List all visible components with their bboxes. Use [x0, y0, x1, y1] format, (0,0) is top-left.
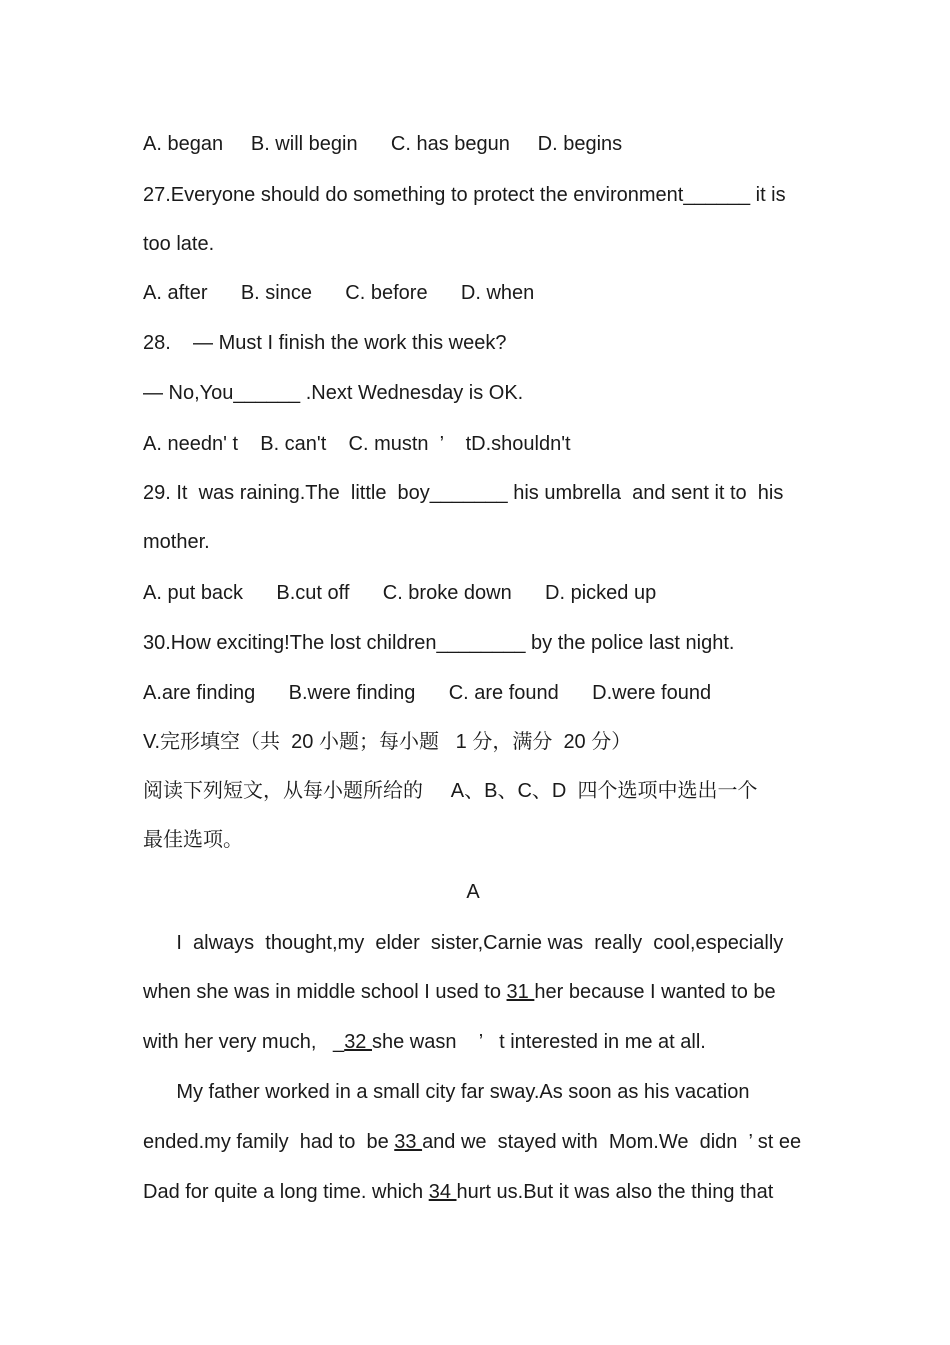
q27-question-line2: too late.	[143, 233, 215, 255]
q27-question-line1: 27.Everyone should do something to protect the environment______ it is	[143, 184, 786, 206]
passage-p2-line3	[143, 1180, 773, 1204]
passage-text: when she was in middle school I used to	[143, 981, 507, 1003]
q29-options: A. put back B.cut off C. broke down D. picked up	[143, 582, 657, 604]
section-heading: V.完形填空（共 20 小题；每小题 1 分，满分 20 分）	[143, 731, 632, 753]
blank-33: 33	[394, 1131, 423, 1153]
passage-text: and we stayed with Mom.We didn ’ st ee	[422, 1131, 802, 1153]
section-instruction-line2: 最佳选项。	[143, 829, 243, 851]
q26-options: A. began B. will begin C. has begun D. begins	[143, 133, 623, 155]
passage-text: Dad for quite a long time. which	[143, 1181, 429, 1203]
passage-p2-line2	[143, 1130, 801, 1154]
passage-text: with her very much, _	[143, 1031, 345, 1053]
passage-p2-line1: My father worked in a small city far sway.As soon as his vacation	[143, 1081, 750, 1103]
q28-options: A. needn' t B. can't C. mustn ’ tD.shouldn't	[143, 433, 571, 455]
section-instruction-line1: 阅读下列短文，从每小题所给的 A、B、C、D 四个选项中选出一个	[143, 780, 758, 802]
passage-p1-line1: I always thought,my elder sister,Carnie was really cool,especially	[143, 932, 784, 954]
q28-question: 28. — Must I finish the work this week?	[143, 332, 507, 354]
passage-text: her because I wanted to be	[534, 981, 776, 1003]
q30-question: 30.How exciting!The lost children________ by the police last night.	[143, 632, 735, 654]
passage-p1-line3	[143, 1030, 706, 1054]
q27-options: A. after B. since C. before D. when	[143, 282, 535, 304]
blank-34: 34	[428, 1181, 457, 1203]
q30-options: A.are finding B.were finding C. are found D.were found	[143, 682, 712, 704]
q29-question-line1: 29. It was raining.The little boy_______ his umbrella and sent it to his	[143, 482, 784, 504]
passage-p1-line2	[143, 980, 776, 1004]
q29-question-line2: mother.	[143, 531, 210, 553]
passage-text: she wasn ’ t interested in me at all.	[372, 1031, 706, 1053]
q28-answer: — No,You______ .Next Wednesday is OK.	[143, 382, 524, 404]
passage-text: ended.my family had to be	[143, 1131, 395, 1153]
passage-text: hurt us.But it was also the thing that	[456, 1181, 774, 1203]
passage-title: A	[466, 881, 480, 903]
blank-31: 31	[506, 981, 535, 1003]
blank-32: 32	[344, 1031, 372, 1053]
